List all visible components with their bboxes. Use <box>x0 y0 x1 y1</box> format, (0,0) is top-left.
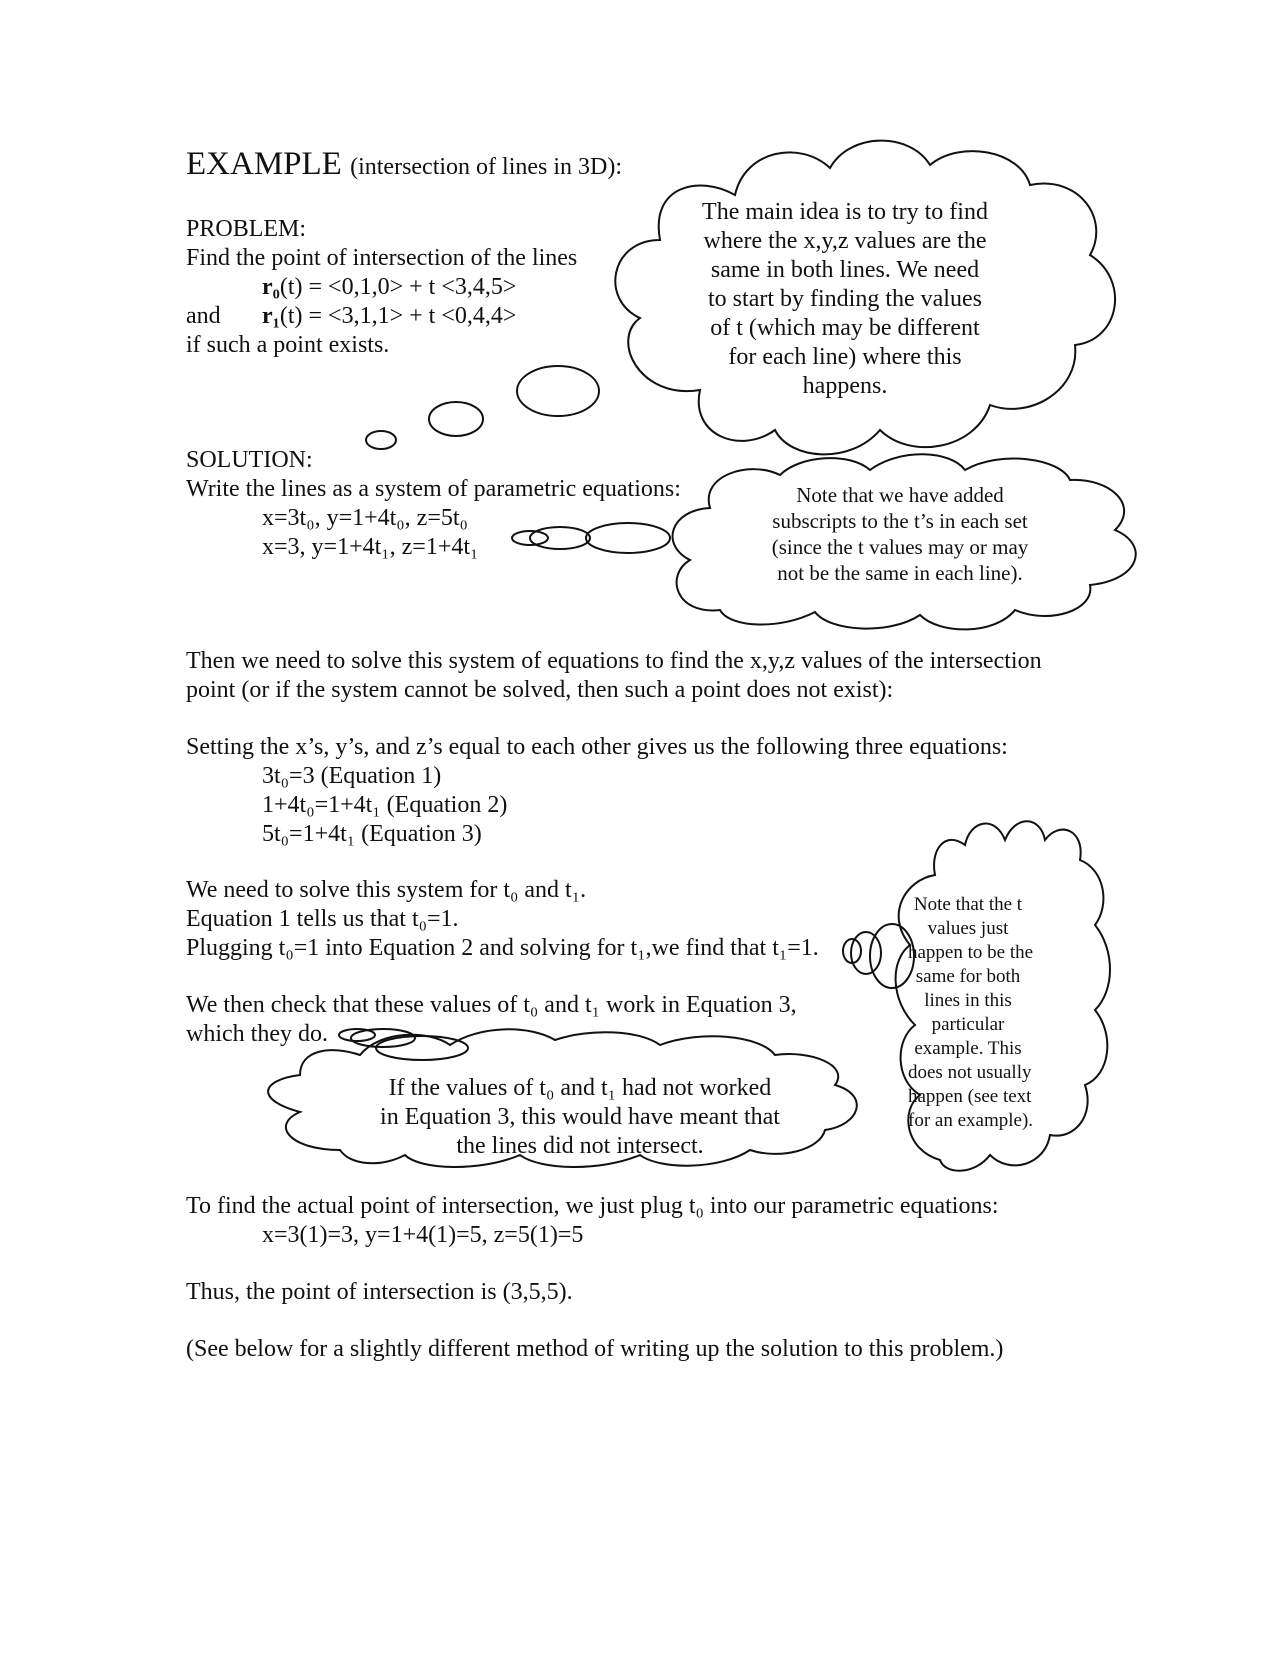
line-r0 <box>262 273 516 302</box>
cloud-same-t-bubble-medium <box>851 932 881 974</box>
cloud-subscripts-text <box>700 482 1100 586</box>
r1-expression: (t) = <3,1,1> + t <0,4,4> <box>279 303 517 329</box>
title-sub: (intersection of lines in 3D): <box>350 154 623 180</box>
cloud-same-t-text <box>908 893 1034 1133</box>
paragraph-5-line-2: x=3(1)=3, y=1+4(1)=5, z=5(1)=5 <box>262 1222 584 1248</box>
cloud-line: the lines did not intersect. <box>456 1133 704 1159</box>
cloud-not-worked-text <box>340 1074 820 1159</box>
cloud-not-worked-bubble-large <box>376 1036 468 1060</box>
cloud-line: happens. <box>802 373 888 399</box>
cloud-line: not be the same in each line). <box>777 561 1023 585</box>
cloud-main-bubble-large <box>517 366 599 416</box>
r1-label: r₁ <box>262 303 280 329</box>
cloud-line: of t (which may be different <box>710 315 980 341</box>
cloud-line: (since the t values may or may <box>771 535 1029 559</box>
cloud-line: same for both <box>915 966 1021 987</box>
parametric-eq-2: x=3, y=1+4t₁, z=1+4t₁ <box>262 534 479 560</box>
cloud-line: If the values of t₀ and t₁ had not worked <box>388 1075 772 1101</box>
cloud-main-bubble-medium <box>429 402 483 436</box>
page-title <box>186 146 623 182</box>
cloud-not-worked-bubble-small <box>339 1029 375 1041</box>
cloud-line: same in both lines. We need <box>710 257 980 283</box>
cloud-main-bubble-small <box>366 431 396 449</box>
cloud-line: The main idea is to try to find <box>702 199 988 225</box>
cloud-line: lines in this <box>924 990 1012 1011</box>
problem-heading: PROBLEM: <box>186 216 307 242</box>
cloud-subscripts-bubble-medium <box>530 527 590 549</box>
paragraph-6: Thus, the point of intersection is (3,5,5). <box>186 1279 573 1305</box>
title-main: EXAMPLE <box>186 146 342 182</box>
paragraph-1-line-2: point (or if the system cannot be solved, then such a point does not exist): <box>186 677 894 703</box>
r0-expression: (t) = <0,1,0> + t <3,4,5> <box>279 274 517 300</box>
line-r1 <box>262 302 516 331</box>
equation-2: 1+4t₀=1+4t₁ (Equation 2) <box>262 792 508 818</box>
equation-1: 3t₀=3 (Equation 1) <box>262 763 442 789</box>
paragraph-3-line-1: We need to solve this system for t₀ and t₁. <box>186 877 587 903</box>
paragraph-2: Setting the x’s, y’s, and z’s equal to each other gives us the following three equations: <box>186 734 1008 760</box>
cloud-line: subscripts to the t’s in each set <box>772 509 1028 533</box>
problem-line-4: if such a point exists. <box>186 332 390 358</box>
cloud-line: to start by finding the values <box>708 286 982 312</box>
paragraph-1-line-1: Then we need to solve this system of equations to find the x,y,z values of the intersection <box>186 648 1042 674</box>
cloud-line: for each line) where this <box>728 344 962 370</box>
cloud-line: happen to be the <box>908 942 1034 963</box>
cloud-line: where the x,y,z values are the <box>703 228 987 254</box>
problem-line-1: Find the point of intersection of the lines <box>186 245 578 271</box>
paragraph-4-line-2: which they do. <box>186 1021 328 1047</box>
paragraph-5-line-1: To find the actual point of intersection, we just plug t₀ into our parametric equations: <box>186 1193 999 1219</box>
cloud-line: happen (see text <box>908 1086 1032 1107</box>
solution-line-1: Write the lines as a system of parametric equations: <box>186 476 681 502</box>
r0-label: r₀ <box>262 274 280 300</box>
cloud-line: example. This <box>914 1038 1022 1059</box>
paragraph-3-line-3: Plugging t₀=1 into Equation 2 and solving for t₁,we find that t₁=1. <box>186 935 819 961</box>
cloud-line: does not usually <box>908 1062 1032 1083</box>
paragraph-3-line-2: Equation 1 tells us that t₀=1. <box>186 906 459 932</box>
cloud-not-worked-bubble-medium <box>351 1029 415 1047</box>
cloud-line: particular <box>931 1014 1005 1035</box>
and-label: and <box>186 303 221 329</box>
cloud-line: values just <box>927 918 1009 939</box>
cloud-line: Note that the t <box>913 894 1023 915</box>
cloud-line: Note that we have added <box>796 483 1004 507</box>
cloud-main-idea-text <box>640 198 1050 401</box>
cloud-line: for an example). <box>908 1110 1034 1131</box>
paragraph-7: (See below for a slightly different method of writing up the solution to this problem.) <box>186 1336 1004 1362</box>
paragraph-4-line-1: We then check that these values of t₀ and t₁ work in Equation 3, <box>186 992 797 1018</box>
solution-heading: SOLUTION: <box>186 447 313 473</box>
cloud-line: in Equation 3, this would have meant that <box>380 1104 780 1130</box>
parametric-eq-1: x=3t₀, y=1+4t₀, z=5t₀ <box>262 505 468 531</box>
equation-3: 5t₀=1+4t₁ (Equation 3) <box>262 821 482 847</box>
cloud-subscripts-bubble-large <box>586 523 670 553</box>
